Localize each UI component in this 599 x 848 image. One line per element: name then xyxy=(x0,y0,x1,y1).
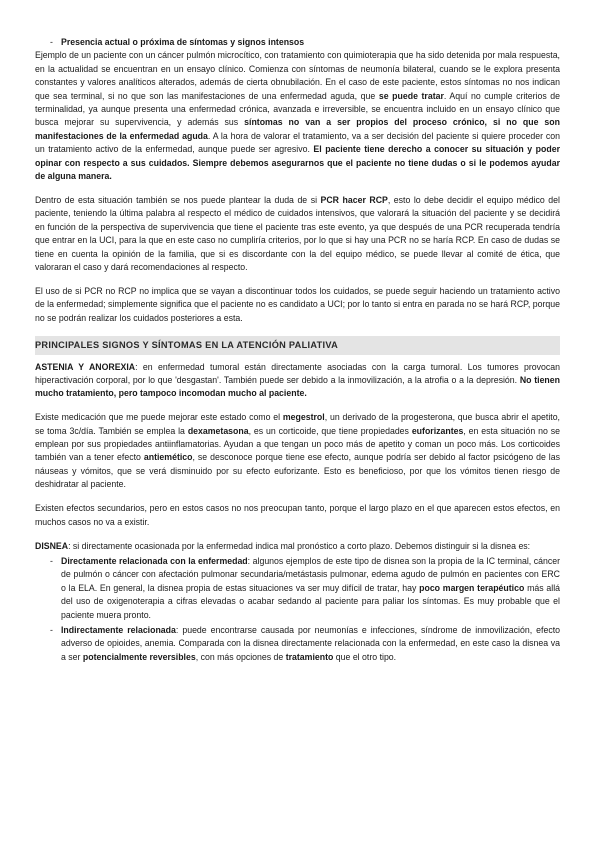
paragraph xyxy=(35,411,560,491)
text-run: El uso de si PCR no RCP no implica que se vayan a discontinuar todos los cuidados, se puede seguir haciendo un tratamiento activo de la enfermedad; simplemente significa que el paciente no es candidato a UCI; por lo tanto si entra en parada no se hará RCP, porque no se podrán realizar los cuidados posteriores a esta. xyxy=(35,285,560,323)
list-item xyxy=(35,555,560,622)
section-title: PRINCIPALES SIGNOS Y SÍNTOMAS EN LA ATENCIÓN PALIATIVA xyxy=(35,340,339,351)
paragraph xyxy=(35,49,560,183)
text-run: : puede encontrarse causada por neumonías e infecciones, síndrome de inmovilización, efecto adverso de opioides, anemia. Comparada con la disnea directamente relacionada con la enfermedad, en este caso la disnea va a ser xyxy=(61,624,560,662)
bold-text: potencialmente reversibles xyxy=(82,651,196,662)
list-item-text xyxy=(61,555,560,622)
text-run: . Aquí no cumple criterios de terminalidad, ya aunque presenta una enfermedad crónica, avanzada e irreversible, se encuentra incluido en un ensayo clínico que busca mejorar su supervivencia, y además sus xyxy=(35,90,561,128)
bold-text: tratamiento xyxy=(285,651,334,662)
bullet-dash: - xyxy=(50,555,53,566)
text-run: Existen efectos secundarios, pero en estos casos no nos preocupan tanto, porque el largo plazo en el que aparecen estos efectos, en muchos casos no va a existir. xyxy=(35,503,560,527)
subsection-heading xyxy=(35,36,560,49)
text-run: Dentro de esta situación también se nos puede plantear la duda de si xyxy=(35,194,321,205)
bold-text: se puede tratar xyxy=(378,90,444,101)
paragraph xyxy=(35,194,560,274)
text-run: que el otro tipo. xyxy=(333,651,397,662)
bold-text: No tienen mucho tratamiento, pero tampoco incomodan mucho al paciente. xyxy=(35,374,560,399)
text-run: . A la hora de valorar el tratamiento, va a ser decisión del paciente si quiere proceder con un tratamiento activo de la enfermedad, aunque puede ser agresivo. xyxy=(35,130,561,155)
list-item-text xyxy=(61,624,560,664)
paragraph xyxy=(35,540,560,553)
bold-text: dexametasona xyxy=(187,425,249,436)
list-item xyxy=(35,624,560,664)
bold-text: ASTENIA Y ANOREXIA xyxy=(35,361,136,372)
bullet-dash: - xyxy=(50,37,53,47)
bold-text: antiemético xyxy=(143,452,193,463)
text-run: , con más opciones de xyxy=(195,651,286,662)
bold-text: Indirectamente relacionada xyxy=(61,624,176,635)
paragraph xyxy=(35,502,560,529)
bullet-list xyxy=(35,555,560,664)
text-run: : algunos ejemplos de este tipo de disnea son la propia de la IC terminal, cáncer de pulmón o cáncer con afectación pulmonar secundaria/metástasis pulmonar, edema agudo de pulmón en pacientes con ERC o la ELA. En general, la disnea propia de estas situaciones va ser muy difícil de tratar, hay xyxy=(61,555,561,593)
bold-text: euforizantes xyxy=(411,425,464,436)
bullet-dash: - xyxy=(50,624,53,635)
bold-text: Directamente relacionada con la enfermedad xyxy=(61,555,248,566)
text-run: Ejemplo de un paciente con un cáncer pulmón microcítico, con tratamiento con quimioterapia que ha sido detenida por mala respuesta, en la actualidad se encuentran en un ensayo clínico. Comienza con síntomas de neumonía bilateral, cuando se le explora presenta constantes y valores analíticos alterados, además de cierta obnubilación. En el caso de este paciente, estos síntomas no nos indican que sea terminal, si no que son las manifestaciones de una enfermedad aguda, que xyxy=(35,50,560,101)
paragraph xyxy=(35,361,560,401)
section-heading xyxy=(35,336,560,354)
text-run: , es un corticoide, que tiene propiedades xyxy=(248,425,412,436)
text-run: Existe medicación que me puede mejorar este estado como el xyxy=(35,412,283,423)
bold-text: poco margen terapéutico xyxy=(419,582,525,593)
bold-text: megestrol xyxy=(282,412,325,423)
text-run: más allá del uso de oxigenoterapia a cifras elevadas o acabar sedando al paciente para paliar los síntomas. Es muy probable que el paciente muera pronto. xyxy=(61,582,561,620)
bold-text: síntomas no van a ser propios del proceso crónico, si no que son manifestaciones de la enfermedad aguda xyxy=(35,117,560,141)
text-run: , se desconoce porque tiene ese efecto, aunque podría ser debido al factor psicógeno de las náuseas y vómitos, que se verá disminuido por su efecto euforizante. Esto es beneficioso, por que los vómitos tienen riesgo de deshidratar al paciente. xyxy=(35,452,560,490)
text-run: : en enfermedad tumoral están directamente asociadas con la carga tumoral. Los tumores provocan hiperactivación corporal, por lo que 'desgastan'. También puede ser debido a la inmovilización, a la atrofia o a la depresión. xyxy=(35,361,561,385)
paragraph xyxy=(35,285,560,325)
subsection-title: Presencia actual o próxima de síntomas y signos intensos xyxy=(61,37,305,47)
text-run: , un derivado de la progesterona, que busca abrir el apetito, se toma 3c/día. También se emplea la xyxy=(35,412,560,436)
bold-text: DISNEA xyxy=(35,540,69,551)
bold-text: PCR hacer RCP xyxy=(320,194,388,205)
text-run: , esto lo debe decidir el equipo médico del paciente, teniendo la última palabra al respecto el médico de cuidados intensivos, que valorará la situación del paciente y se decidirá en función de la perspectiva de supervivencia que tiene el paciente tras este evento, ya que después de una PCR recuperada tendría que entrar en la UCI, para la que en este caso no cumpliría criterios, por lo que si hay una PCR no se haría RCP. En caso de dudas se tiene en cuenta la opinión de la familia, que si es discordante con la del equipo médico, se puede llevar al comité de ética, que valoraran el caso y dará recomendaciones al respecto. xyxy=(35,194,560,272)
text-run: , en esta situación no se emplean por sus propiedades antiinflamatorias. Ayudan a que tengan un poco más de apetito y coman un poco más. Los corticoides también van a tener efecto xyxy=(35,425,560,463)
text-run: : si directamente ocasionada por la enfermedad indica mal pronóstico a corto plazo. Debemos distinguir si la disnea es: xyxy=(68,540,531,551)
bold-text: El paciente tiene derecho a conocer su situación y poder opinar con respecto a sus cuidados. Siempre debemos asegurarnos que el paciente no tiene dudas o si le podemos ayudar de alguna manera. xyxy=(35,144,560,182)
